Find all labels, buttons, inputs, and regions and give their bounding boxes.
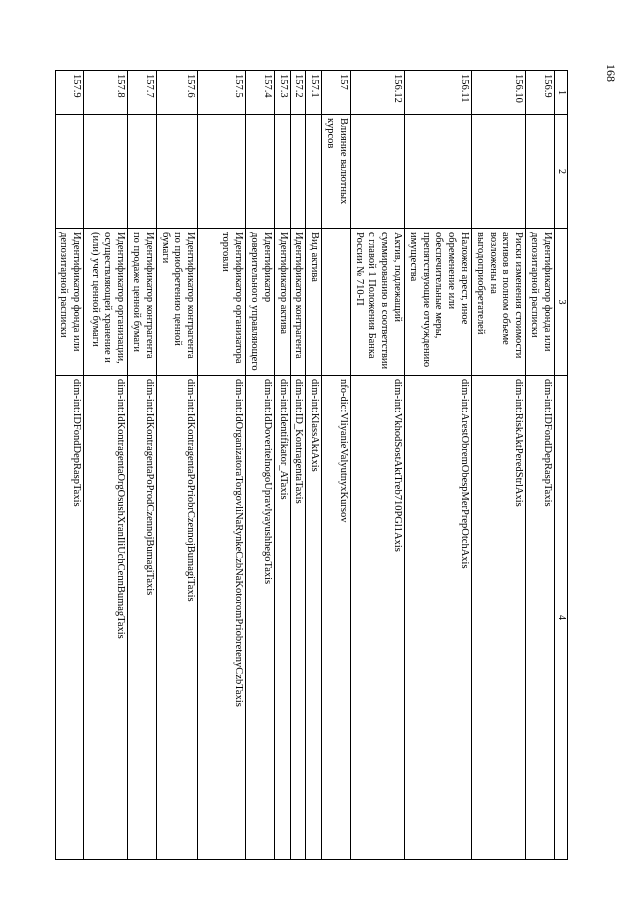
row-number-cell: 157.6 (156, 71, 197, 115)
row-number-cell: 156.10 (472, 71, 526, 115)
column-header-4: 4 (554, 376, 567, 860)
row-description-cell: Идентификатор доверительного управляющего (246, 229, 275, 376)
row-name-cell (128, 115, 157, 229)
row-description-cell: Идентификатор контрагента (290, 229, 306, 376)
row-code-cell: dim-int:IdDoveritelnogoUpravlyayushhegoTaxis (246, 376, 275, 860)
row-name-cell (405, 115, 472, 229)
column-header-2: 2 (554, 115, 567, 229)
row-name-cell (246, 115, 275, 229)
row-number-cell: 156.11 (405, 71, 472, 115)
row-name-cell (84, 115, 128, 229)
row-description-cell: Идентификатор организации, осуществляющей хранение и (или) учет ценной бумаги (84, 229, 128, 376)
table-row (322, 71, 351, 860)
table-body (55, 71, 554, 860)
row-description-cell (322, 229, 351, 376)
row-number-cell: 156.12 (350, 71, 404, 115)
table-row (128, 71, 157, 860)
table-row (246, 71, 275, 860)
row-number-cell: 157.1 (306, 71, 322, 115)
table-row (526, 71, 555, 860)
row-name-cell (290, 115, 306, 229)
row-name-cell (306, 115, 322, 229)
row-name-cell (156, 115, 197, 229)
table-row (290, 71, 306, 860)
table-row (405, 71, 472, 860)
row-description-cell: Идентификатор фонда или депозитарной расписки (55, 229, 84, 376)
row-description-cell: Наложен арест, иное обременение или обеспечительные меры, препятствующие отчуждению имущества (405, 229, 472, 376)
row-code-cell: dim-int:ID_KontragentaTaxis (290, 376, 306, 860)
row-name-cell (526, 115, 555, 229)
row-code-cell: dim-int:VkhodSostAktTreb710PGl1Axis (350, 376, 404, 860)
row-number-cell: 157.3 (274, 71, 290, 115)
row-code-cell: dim-int:IdOrganizatoraTorgovliNaRynkeCzbNaKotoromPriobretenyCzbTaxis (198, 376, 246, 860)
table-row (55, 71, 84, 860)
page-number: 168 (604, 64, 618, 82)
row-code-cell: dim-int:IdKontragentaPoProdCzennojBumagiTaxis (128, 376, 157, 860)
row-name-cell (198, 115, 246, 229)
row-code-cell: dim-int:Identifikator_ATaxis (274, 376, 290, 860)
row-description-cell: Идентификатор контрагента по приобретению ценной бумаги (156, 229, 197, 376)
table-row (84, 71, 128, 860)
row-code-cell: nfo-dic:VliyanieValyutnyxKursov (322, 376, 351, 860)
row-code-cell: dim-int:IdKontragentaPoPriobrCzennojBumagiTaxis (156, 376, 197, 860)
row-number-cell: 157.9 (55, 71, 84, 115)
row-description-cell: Риски изменения стоимости активов в полном объеме возложены на выгодоприобретателей (472, 229, 526, 376)
data-table (55, 70, 568, 860)
row-description-cell: Идентификатор фонда или депозитарной расписки (526, 229, 555, 376)
row-code-cell: dim-int:IDFondDepRaspTaxis (526, 376, 555, 860)
row-number-cell: 157.5 (198, 71, 246, 115)
table-header-row (554, 71, 567, 860)
row-code-cell: dim-int:KlassAktAxis (306, 376, 322, 860)
table-row (350, 71, 404, 860)
row-number-cell: 157.2 (290, 71, 306, 115)
row-description-cell: Идентификатор контрагента по продаже ценной бумаги (128, 229, 157, 376)
table-row (198, 71, 246, 860)
table-row (472, 71, 526, 860)
row-code-cell: dim-int:RiskAktPeredStrlAxis (472, 376, 526, 860)
row-number-cell: 156.9 (526, 71, 555, 115)
row-name-cell (274, 115, 290, 229)
row-code-cell: dim-int:ArestObremObespMerPrepOtchAxis (405, 376, 472, 860)
row-description-cell: Идентификатор организатора торговли (198, 229, 246, 376)
row-name-cell: Влияние валютных курсов (322, 115, 351, 229)
row-description-cell: Актив, подлежащий суммированию в соответствии с главой 1 Положения Банка России № 710-П (350, 229, 404, 376)
row-number-cell: 157.7 (128, 71, 157, 115)
row-code-cell: dim-int:IdKontragentaOrgOsushXranIliUchCennBumagTaxis (84, 376, 128, 860)
table-row (274, 71, 290, 860)
row-code-cell: dim-int:IDFondDepRaspTaxis (55, 376, 84, 860)
row-name-cell (350, 115, 404, 229)
row-description-cell: Вид актива (306, 229, 322, 376)
table-row (156, 71, 197, 860)
column-header-3: 3 (554, 229, 567, 376)
row-number-cell: 157.8 (84, 71, 128, 115)
row-number-cell: 157 (322, 71, 351, 115)
row-number-cell: 157.4 (246, 71, 275, 115)
table-row (306, 71, 322, 860)
row-name-cell (55, 115, 84, 229)
row-name-cell (472, 115, 526, 229)
column-header-1: 1 (554, 71, 567, 115)
row-description-cell: Идентификатор актива (274, 229, 290, 376)
rotated-table-container (58, 70, 568, 860)
